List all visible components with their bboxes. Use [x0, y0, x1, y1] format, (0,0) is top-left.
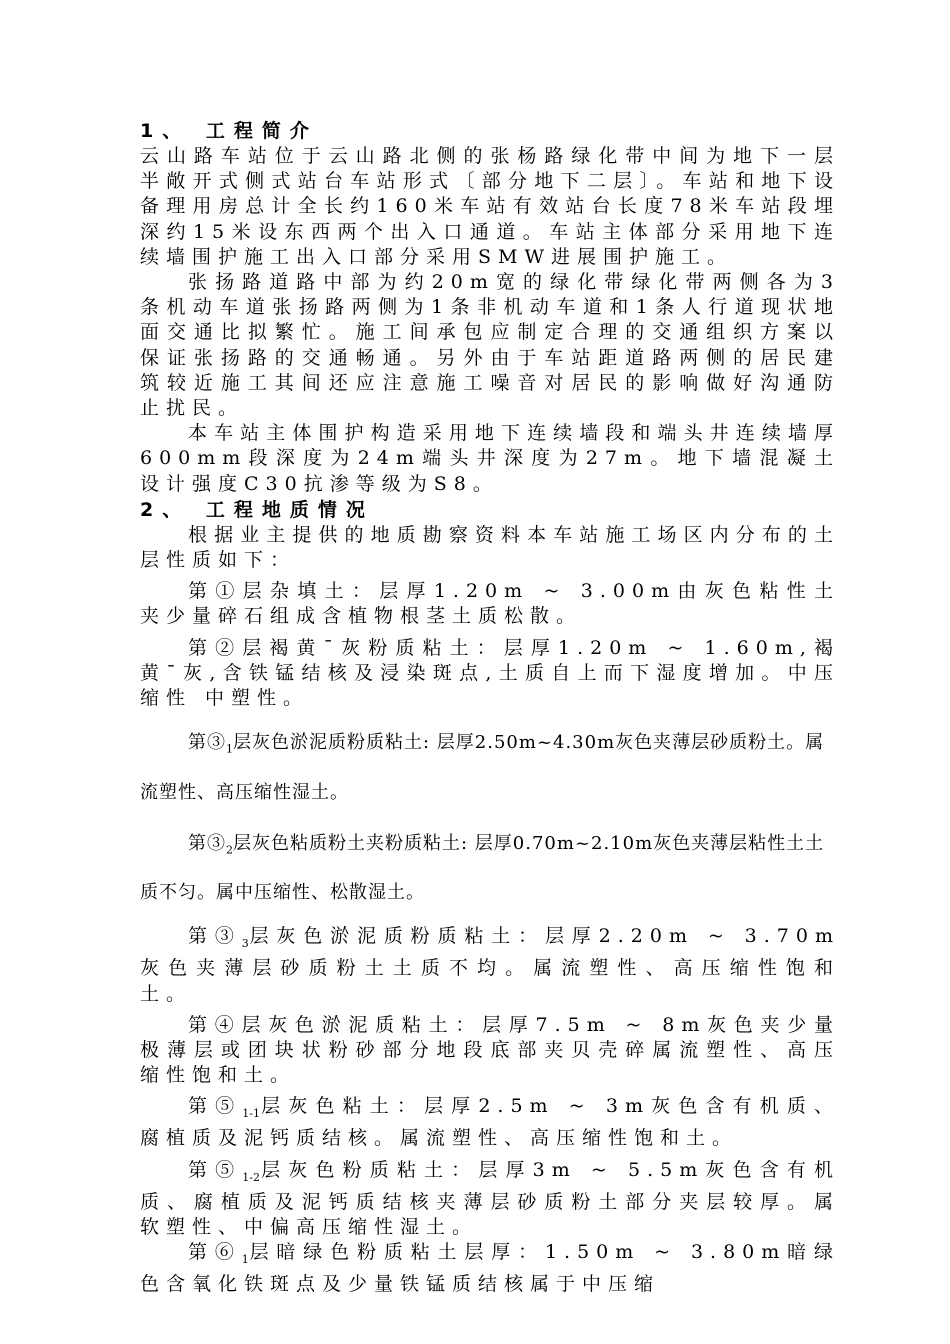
- layer-text: 层灰色粘质粉土夹粉质粘土: 层厚0.70m~2.10m灰色夹薄层粘性土土质不匀。属中压缩性、松散湿土。: [140, 832, 825, 904]
- layer-prefix: 第③: [188, 832, 226, 854]
- paragraph-layer-5-1-2: [140, 1158, 840, 1240]
- paragraph-layer-2: 第②层褐黄¯灰粉质粘土：层厚1.20m ~ 1.60m,褐黄¯灰,含铁锰结核及浸染斑点,土质自上而下湿度增加。中压缩性 中塑性。: [140, 636, 840, 710]
- layer-subscript: 1: [226, 742, 233, 756]
- paragraph-retaining-structure: 本车站主体围护构造采用地下连续墙段和端头井连续墙厚600mm段深度为24m端头井深度为27m。地下墙混凝土设计强度C30抗渗等级为S8。: [140, 422, 840, 495]
- layer-text: 层灰色粘土：层厚2.5m ~ 3m灰色含有机质、腐植质及泥钙质结核。属流塑性、高压缩性饱和土。: [140, 1095, 840, 1150]
- layer-subscript: 1-1: [242, 1107, 261, 1121]
- layer-text: 层暗绿色粉质粘土层厚：1.50m ~ 3.80m暗绿色含氧化铁斑点及少量铁锰质结核属于中压缩: [140, 1241, 840, 1296]
- paragraph-layer-5-1-1: [140, 1094, 840, 1151]
- layer-prefix: 第⑤: [188, 1095, 243, 1118]
- paragraph-station-overview: 云山路车站位于云山路北侧的张杨路绿化带中间为地下一层半敞开式侧式站台车站形式〔部分地下二层〕。车站和地下设备理用房总计全长约160米车站有效站台长度78米车站段埋深约15米设东西两个出入口通道。车站主体部分采用地下连续墙围护施工出入口部分采用SMW进展围护施工。: [140, 145, 840, 268]
- layer-text: 层灰色淤泥质粉质粘土：层厚2.20m ~ 3.70m灰色夹薄层砂质粉土土质不均。属流塑性、高压缩性饱和土。: [140, 925, 840, 1005]
- paragraph-layer-4: 第④层灰色淤泥质粘土：层厚7.5m ~ 8m灰色夹少量极薄层或团块状粉砂部分地段底部夹贝壳碎属流塑性、高压缩性饱和土。: [140, 1013, 840, 1087]
- layer-text: 层灰色淤泥质粉质粘土: 层厚2.50m~4.30m灰色夹薄层砂质粉土。属流塑性、高压缩性湿土。: [140, 732, 825, 803]
- layer-subscript: 2: [226, 843, 233, 857]
- paragraph-geology-intro: 根据业主提供的地质勘察资料本车站施工场区内分布的土层性质如下：: [140, 523, 840, 572]
- layer-subscript: 3: [241, 937, 249, 951]
- layer-text: 层灰色粉质粘土：层厚3m ~ 5.5m灰色含有机质、腐植质及泥钙质结核夹薄层砂质粉土部分夹层较厚。属软塑性、中偏高压缩性湿土。: [140, 1158, 840, 1238]
- paragraph-layer-3-1: [140, 721, 840, 814]
- layer-prefix: 第③: [188, 732, 226, 754]
- paragraph-layer-1: 第①层杂填土：层厚1.20m ~ 3.00m由灰色粘性土夹少量碎石组成含植物根茎土质松散。: [140, 580, 840, 628]
- layer-subscript: 1-2: [242, 1170, 261, 1184]
- paragraph-layer-3-2: [140, 822, 840, 915]
- section-heading-2: 2、 工程地质情况: [140, 498, 374, 521]
- document-page: [140, 118, 840, 1297]
- layer-prefix: 第③: [188, 925, 242, 948]
- section-heading-1: 1、 工程简介: [140, 120, 318, 142]
- layer-subscript: 1: [241, 1252, 249, 1266]
- paragraph-traffic: 张扬路道路中部为约20m宽的绿化带绿化带两侧各为3条机动车道张扬路两侧为1条非机动车道和1条人行道现状地面交通比拟繁忙。施工间承包应制定合理的交通组织方案以保证张扬路的交通畅通。另外由于车站距道路两侧的居民建筑较近施工其间还应注意施工噪音对居民的影响做好沟通防止扰民。: [140, 271, 840, 420]
- paragraph-layer-3-3: [140, 924, 840, 1006]
- paragraph-layer-6-1: [140, 1240, 840, 1297]
- layer-prefix: 第⑥: [188, 1241, 242, 1264]
- layer-prefix: 第⑤: [188, 1158, 243, 1181]
